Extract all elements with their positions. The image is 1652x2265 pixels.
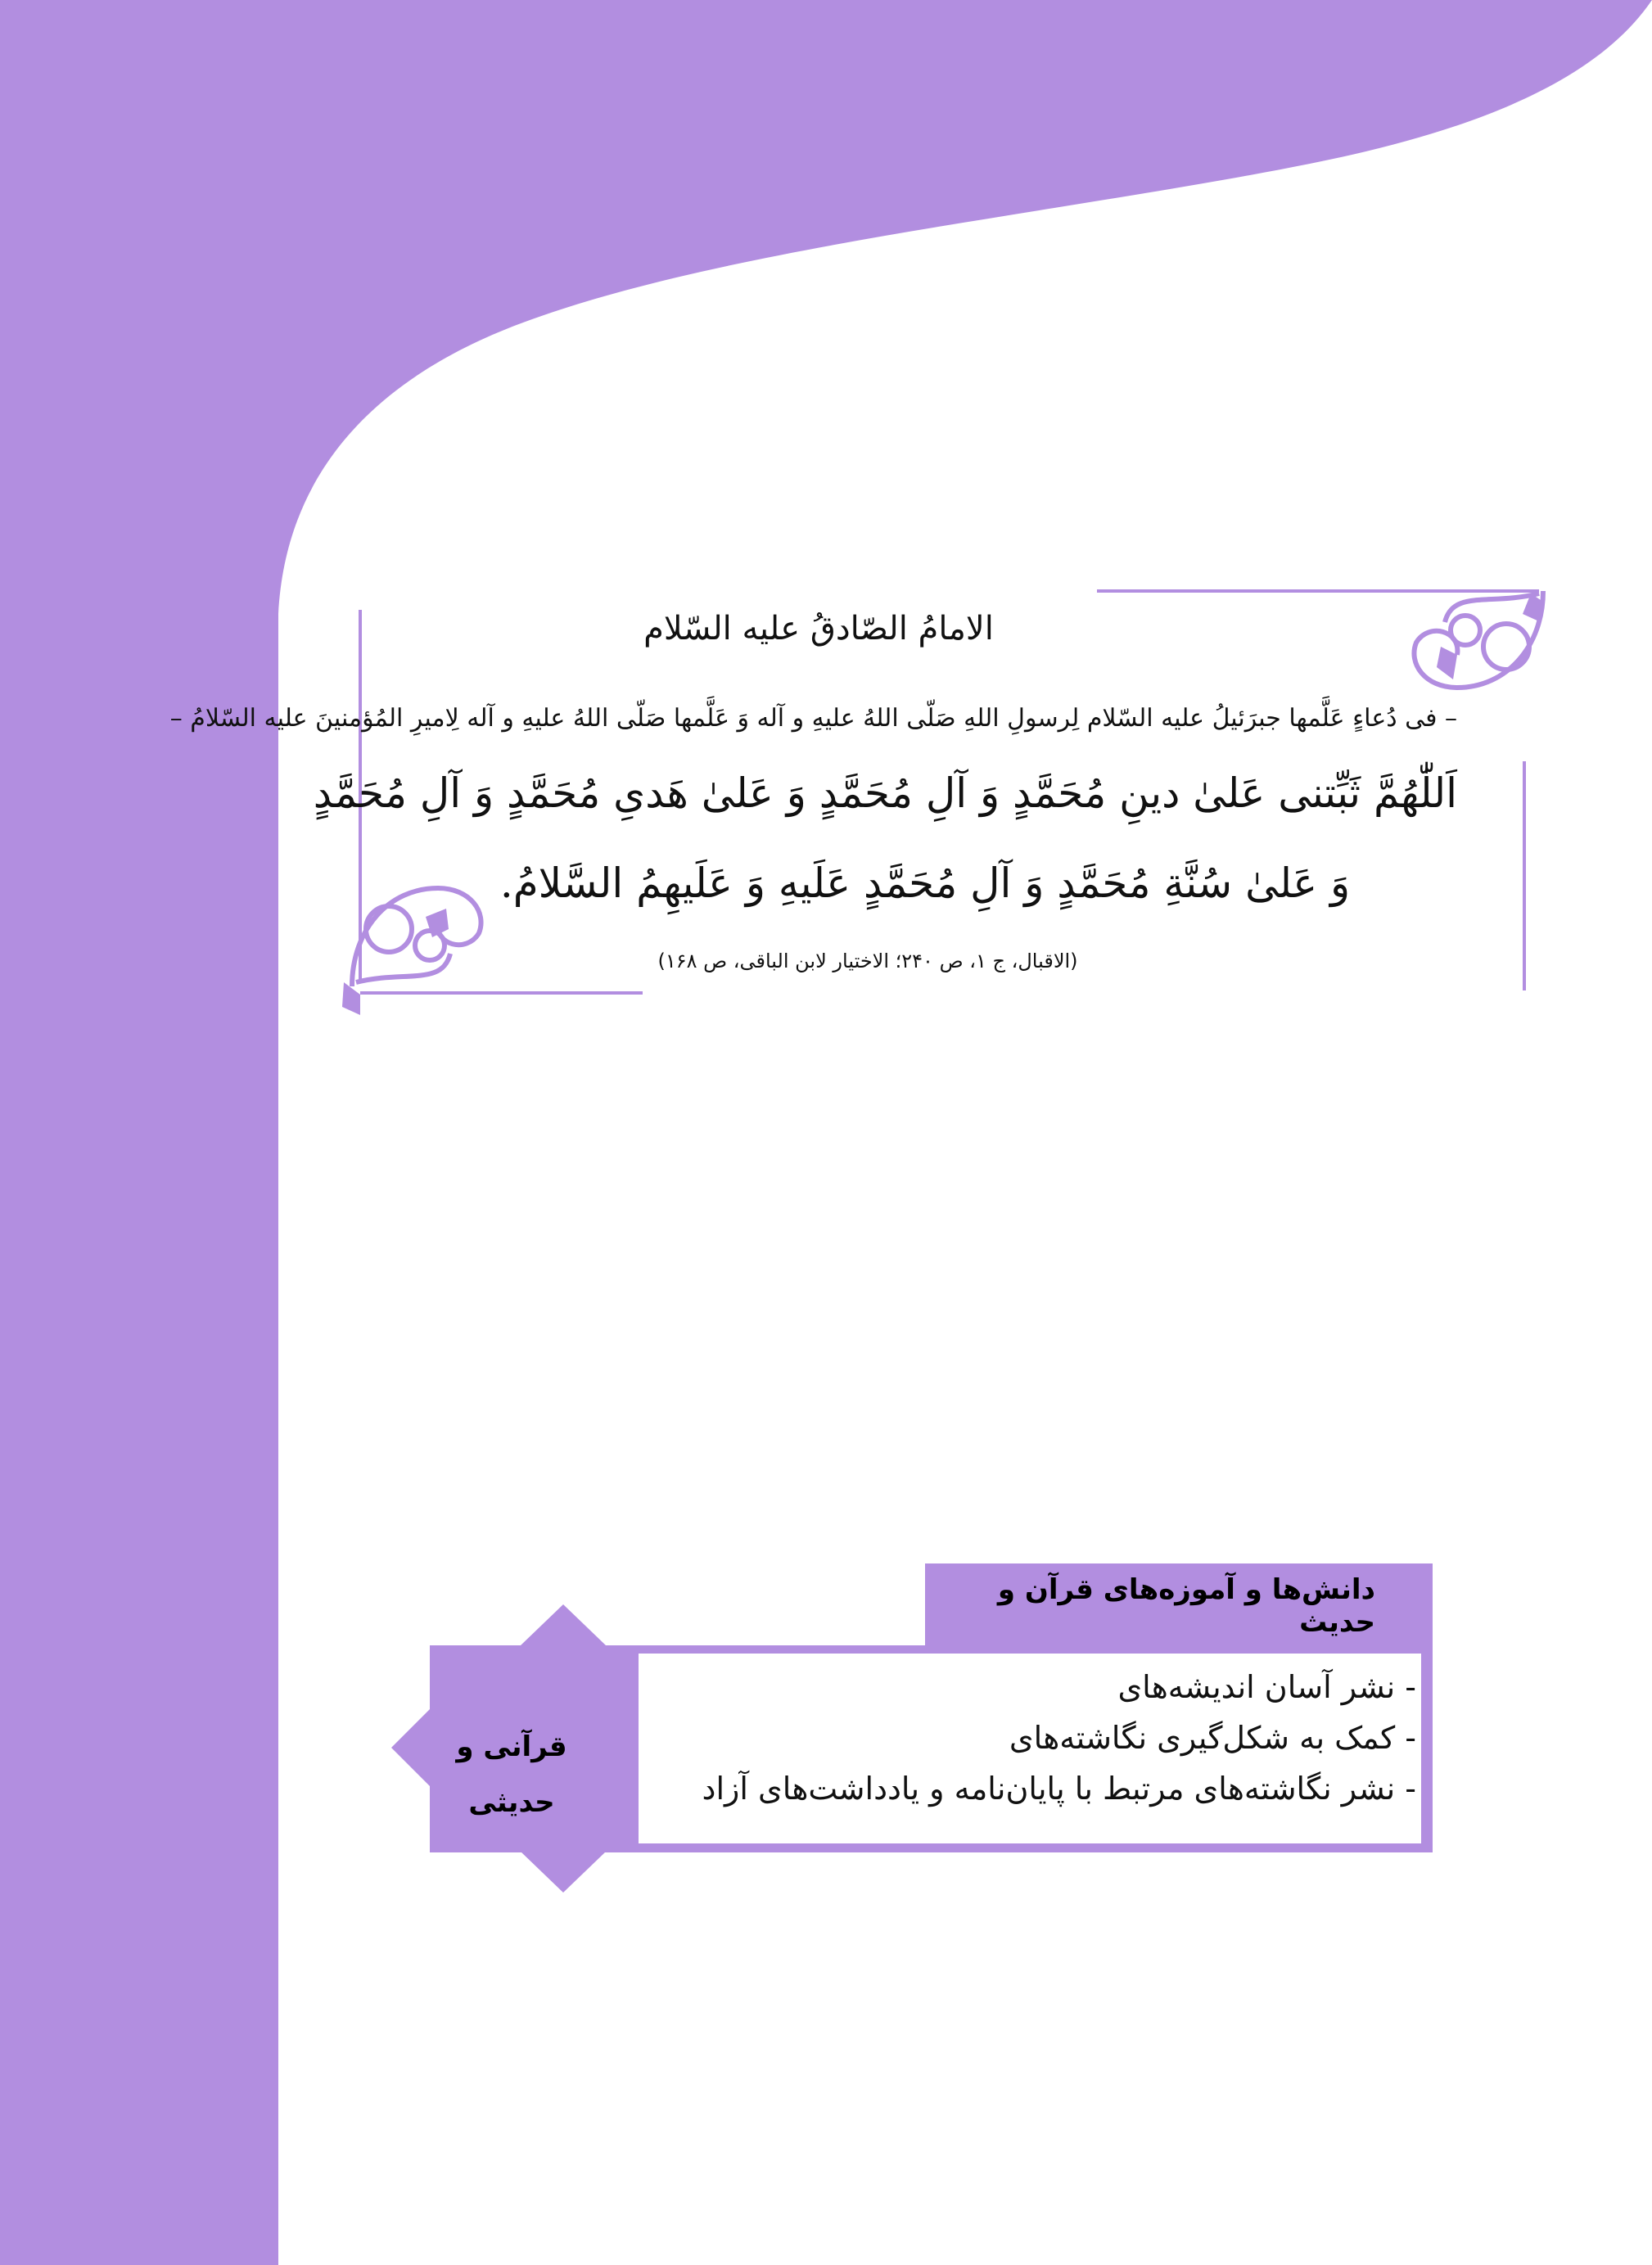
ornament-top-right xyxy=(1414,591,1543,688)
hadith-text-line-1: اَللّٰهُمَّ ثَبِّتنی عَلیٰ دینِ مُحَمَّدٍ وَ آلِ مُحَمَّدٍ وَ عَلیٰ هَدیِ مُحَمَّدٍ وَ آلِ مُحَمَّدٍ xyxy=(313,769,1457,817)
hadith-source: (الاقبال، ج ۱، ص ۲۴۰؛ الاختیار لابن الباقی، ص ۱۶۸) xyxy=(657,950,1078,972)
hadith-author: الامامُ الصّادقُ علیه السّلام xyxy=(643,610,994,647)
section-side-label: قرآنی و حدیثی xyxy=(456,1730,567,1819)
list-item: - کمک به شکل‌گیری نگاشته‌های xyxy=(1009,1720,1416,1756)
section-item-list xyxy=(639,1662,1416,1814)
list-item: - نشر نگاشته‌های مرتبط با پایان‌نامه و یادداشت‌های آزاد xyxy=(702,1771,1416,1807)
hadith-context: – فی دُعاءٍ عَلَّمها جبرَئیلُ علیه السّلام لِرسولِ اللهِ صَلّی اللهُ علیهِ و آله وَ عَلَّمها صَلّی اللهُ علیهِ و آله لِامیرِ المُؤمنینَ علیه السّلامُ – xyxy=(169,704,1457,733)
list-item: - نشر آسان اندیشه‌های xyxy=(1117,1669,1416,1705)
hadith-text-line-2: وَ عَلیٰ سُنَّةِ مُحَمَّدٍ وَ آلِ مُحَمَّدٍ عَلَیهِ وَ عَلَیهِمُ السَّلامُ. xyxy=(499,860,1351,907)
section-title: دانش‌ها و آموزه‌های قرآن و حدیث xyxy=(925,1563,1433,1649)
